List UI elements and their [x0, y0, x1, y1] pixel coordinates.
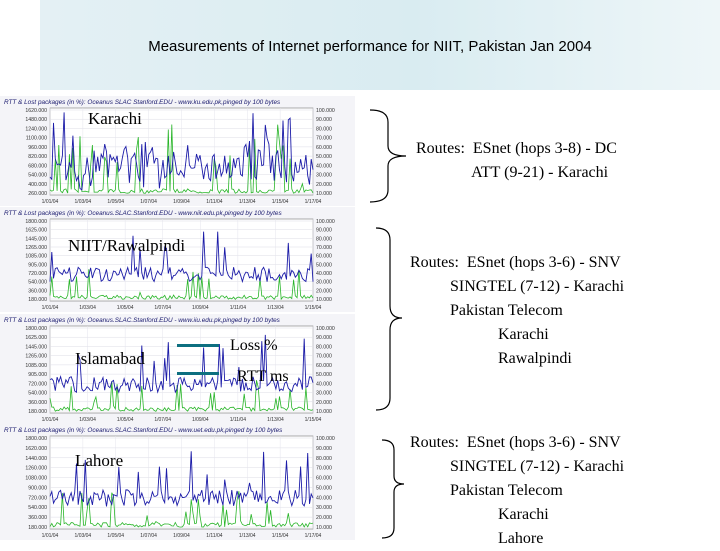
legend-loss-label: Loss % [230, 337, 278, 354]
chart-header-lahore: RTT & Lost packages (in %): Oceanus.SLAC.Stanford.EDU - www.uet.edu.pk,pinged by 100 bytes [4, 427, 283, 434]
y-tick-right-karachi: 20.000 [316, 181, 332, 188]
x-tick-karachi: 1/13/04 [238, 199, 256, 205]
y-tick-left-islamabad: 1445.000 [25, 344, 47, 351]
y-tick-right-lahore: 60.000 [316, 475, 332, 482]
y-tick-right-karachi: 40.000 [316, 163, 332, 170]
y-tick-left-lahore: 1620.000 [25, 445, 47, 452]
y-tick-right-niit-rawalpindi: 90.000 [316, 227, 332, 234]
x-tick-islamabad: 1/09/04 [191, 417, 209, 423]
legend-rtt-line [177, 372, 219, 375]
x-tick-niit-rawalpindi: 1/07/04 [154, 305, 172, 311]
y-tick-right-niit-rawalpindi: 50.000 [316, 262, 332, 269]
y-tick-right-karachi: 70.000 [316, 135, 332, 142]
y-tick-right-islamabad: 90.000 [316, 335, 332, 342]
y-tick-left-lahore: 1260.000 [25, 465, 47, 472]
y-tick-right-lahore: 20.000 [316, 515, 332, 522]
y-tick-right-niit-rawalpindi: 80.000 [316, 236, 332, 243]
y-tick-right-niit-rawalpindi: 40.000 [316, 271, 332, 277]
x-tick-niit-rawalpindi: 1/03/04 [79, 305, 96, 311]
chart-svg-islamabad [0, 314, 355, 424]
chart-panel-karachi [0, 96, 355, 206]
y-tick-left-islamabad: 1265.000 [25, 353, 47, 360]
y-tick-right-lahore: 80.000 [316, 455, 332, 462]
x-tick-karachi: 1/17/04 [304, 199, 322, 205]
y-tick-left-islamabad: 1085.000 [25, 362, 47, 369]
y-tick-right-karachi: 10.000 [316, 191, 332, 197]
y-tick-left-islamabad: 905.000 [28, 372, 47, 379]
x-tick-niit-rawalpindi: 1/15/04 [304, 305, 322, 311]
y-tick-right-lahore: 50.000 [316, 485, 332, 492]
y-tick-right-niit-rawalpindi: 70.000 [316, 245, 332, 251]
y-tick-left-niit-rawalpindi: 1800.000 [25, 219, 47, 225]
y-tick-left-karachi: 540.000 [28, 172, 47, 179]
y-tick-right-karachi: 90.000 [316, 117, 332, 124]
karachi-brace-icon [366, 108, 410, 204]
y-tick-left-niit-rawalpindi: 1445.000 [25, 236, 47, 243]
y-tick-left-niit-rawalpindi: 180.000 [28, 297, 47, 303]
y-tick-left-islamabad: 180.000 [28, 409, 47, 415]
x-tick-islamabad: 1/05/04 [116, 417, 134, 423]
y-tick-right-karachi: 60.000 [316, 144, 332, 151]
y-tick-left-niit-rawalpindi: 360.000 [28, 288, 47, 295]
x-tick-lahore: 1/17/04 [304, 533, 322, 539]
chart-panel-lahore [0, 424, 355, 540]
rawalpindi-brace-icon [372, 226, 406, 412]
y-tick-right-islamabad: 10.000 [316, 409, 332, 415]
x-tick-islamabad: 1/15/04 [304, 417, 322, 423]
rawalpindi-routes-text: Routes: ESnet (hops 3-6) - SNV SINGTEL (7-12) - Karachi Pakistan Telecom Karachi Rawalpindi [410, 254, 625, 367]
y-tick-left-lahore: 900.000 [28, 485, 47, 492]
chart-svg-niit-rawalpindi [0, 207, 355, 312]
y-tick-right-islamabad: 100.000 [316, 326, 335, 332]
y-tick-left-niit-rawalpindi: 720.000 [28, 271, 47, 277]
y-tick-right-niit-rawalpindi: 100.000 [316, 219, 335, 225]
x-tick-niit-rawalpindi: 1/11/04 [229, 305, 247, 311]
x-tick-karachi: 1/15/04 [271, 199, 289, 205]
y-tick-left-lahore: 1080.000 [25, 475, 47, 482]
x-tick-islamabad: 1/03/04 [79, 417, 96, 423]
y-tick-left-niit-rawalpindi: 1085.000 [25, 253, 47, 260]
y-tick-right-islamabad: 30.000 [316, 390, 332, 397]
x-tick-lahore: 1/13/04 [238, 533, 256, 539]
y-tick-right-lahore: 100.000 [316, 436, 335, 442]
y-tick-left-karachi: 820.000 [28, 154, 47, 161]
y-tick-left-niit-rawalpindi: 1625.000 [25, 227, 47, 234]
page-title: Measurements of Internet performance for NIIT, Pakistan Jan 2004 [148, 38, 592, 55]
y-tick-left-niit-rawalpindi: 540.000 [28, 279, 47, 286]
legend-loss-line [177, 344, 219, 347]
y-tick-left-karachi: 1480.000 [25, 117, 47, 124]
y-tick-left-lahore: 720.000 [28, 495, 47, 502]
y-tick-right-karachi: 30.000 [316, 172, 332, 179]
plot-area-niit-rawalpindi [50, 219, 313, 301]
x-tick-lahore: 1/01/04 [41, 533, 59, 539]
x-tick-karachi: 1/03/04 [74, 199, 92, 205]
y-tick-left-karachi: 960.000 [28, 144, 47, 151]
y-tick-right-niit-rawalpindi: 30.000 [316, 279, 332, 286]
y-tick-right-islamabad: 70.000 [316, 353, 332, 360]
y-tick-left-karachi: 1620.000 [25, 108, 47, 114]
x-tick-karachi: 1/11/04 [206, 199, 223, 205]
y-tick-right-lahore: 70.000 [316, 465, 332, 472]
x-tick-niit-rawalpindi: 1/05/04 [116, 305, 134, 311]
y-tick-left-lahore: 540.000 [28, 505, 47, 512]
y-tick-left-islamabad: 540.000 [28, 390, 47, 397]
y-tick-left-islamabad: 1800.000 [25, 326, 47, 332]
islamabad-caption: Islamabad [75, 349, 145, 368]
x-tick-niit-rawalpindi: 1/01/04 [41, 305, 59, 311]
y-tick-left-lahore: 360.000 [28, 515, 47, 522]
y-tick-right-karachi: 50.000 [316, 154, 332, 161]
y-tick-right-islamabad: 60.000 [316, 362, 332, 369]
x-tick-lahore: 1/15/04 [271, 533, 289, 539]
niit-rawalpindi-caption: NIIT/Rawalpindi [68, 236, 186, 255]
x-tick-karachi: 1/05/04 [107, 199, 125, 205]
x-tick-lahore: 1/03/04 [74, 533, 92, 539]
legend-rtt-label: RTT ms [237, 368, 289, 385]
x-tick-karachi: 1/09/04 [173, 199, 190, 205]
y-tick-left-karachi: 680.000 [28, 163, 47, 170]
karachi-routes-text: Routes: ESnet (hops 3-8) - DC ATT (9-21) - Karachi [416, 140, 617, 181]
y-tick-right-islamabad: 80.000 [316, 344, 332, 351]
x-tick-islamabad: 1/01/04 [41, 417, 59, 423]
y-tick-left-lahore: 1440.000 [25, 455, 47, 462]
x-tick-islamabad: 1/13/04 [267, 417, 284, 423]
y-tick-right-niit-rawalpindi: 10.000 [316, 297, 332, 303]
y-tick-right-niit-rawalpindi: 60.000 [316, 253, 332, 260]
x-tick-lahore: 1/07/04 [140, 533, 157, 539]
chart-panel-islamabad [0, 314, 355, 424]
chart-header-karachi: RTT & Lost packages (in %): Oceanus SLAC Stanford.EDU - www.ku.edu.pk,pinged by 100 bytes [4, 99, 281, 106]
y-tick-left-karachi: 400.000 [28, 181, 47, 188]
y-tick-left-niit-rawalpindi: 905.000 [28, 262, 47, 269]
chart-header-niit-rawalpindi: RTT & Lost packages (in %): Oceanus.SLAC.Stanford.EDU - www.niit.edu.pk,pinged by 100 bytes [4, 210, 282, 217]
y-tick-left-islamabad: 360.000 [28, 399, 47, 406]
karachi-caption: Karachi [88, 109, 142, 128]
x-tick-lahore: 1/11/04 [206, 533, 223, 539]
y-tick-right-islamabad: 20.000 [316, 399, 332, 406]
y-tick-left-islamabad: 720.000 [28, 381, 47, 388]
y-tick-left-karachi: 1100.000 [25, 135, 47, 142]
x-tick-niit-rawalpindi: 1/09/04 [191, 305, 209, 311]
y-tick-right-karachi: 80.000 [316, 126, 332, 133]
chart-svg-karachi [0, 96, 355, 206]
chart-svg-lahore [0, 424, 355, 540]
x-tick-islamabad: 1/07/04 [154, 417, 172, 423]
y-tick-left-islamabad: 1625.000 [25, 335, 47, 342]
chart-header-islamabad: RTT & Lost packages (in %): Oceanus.SLAC.Stanford.EDU - www.iiu.edu.pk,pinged by 100 bytes [4, 317, 280, 324]
y-tick-left-niit-rawalpindi: 1265.000 [25, 245, 47, 251]
x-tick-karachi: 1/01/04 [41, 199, 59, 205]
y-tick-right-niit-rawalpindi: 20.000 [316, 288, 332, 295]
x-tick-karachi: 1/07/04 [140, 199, 157, 205]
y-tick-right-karachi: 100.000 [316, 108, 335, 114]
x-tick-lahore: 1/05/04 [107, 533, 125, 539]
y-tick-right-lahore: 40.000 [316, 495, 332, 502]
lahore-routes-text: Routes: ESnet (hops 3-6) - SNV SINGTEL (7-12) - Karachi Pakistan Telecom Karachi Lahore [410, 434, 625, 547]
y-tick-left-lahore: 1800.000 [25, 436, 47, 442]
x-tick-niit-rawalpindi: 1/13/04 [267, 305, 284, 311]
y-tick-right-islamabad: 40.000 [316, 381, 332, 388]
lahore-caption: Lahore [75, 451, 124, 470]
y-tick-left-lahore: 180.000 [28, 525, 47, 531]
lahore-brace-icon [378, 438, 406, 540]
x-tick-lahore: 1/09/04 [173, 533, 190, 539]
y-tick-left-karachi: 1240.000 [25, 126, 47, 133]
y-tick-right-lahore: 90.000 [316, 445, 332, 452]
y-tick-right-lahore: 10.000 [316, 525, 332, 531]
x-tick-islamabad: 1/11/04 [229, 417, 247, 423]
y-tick-left-karachi: 260.000 [28, 191, 47, 197]
chart-panel-niit-rawalpindi [0, 207, 355, 312]
y-tick-right-lahore: 30.000 [316, 505, 332, 512]
y-tick-right-islamabad: 50.000 [316, 372, 332, 379]
